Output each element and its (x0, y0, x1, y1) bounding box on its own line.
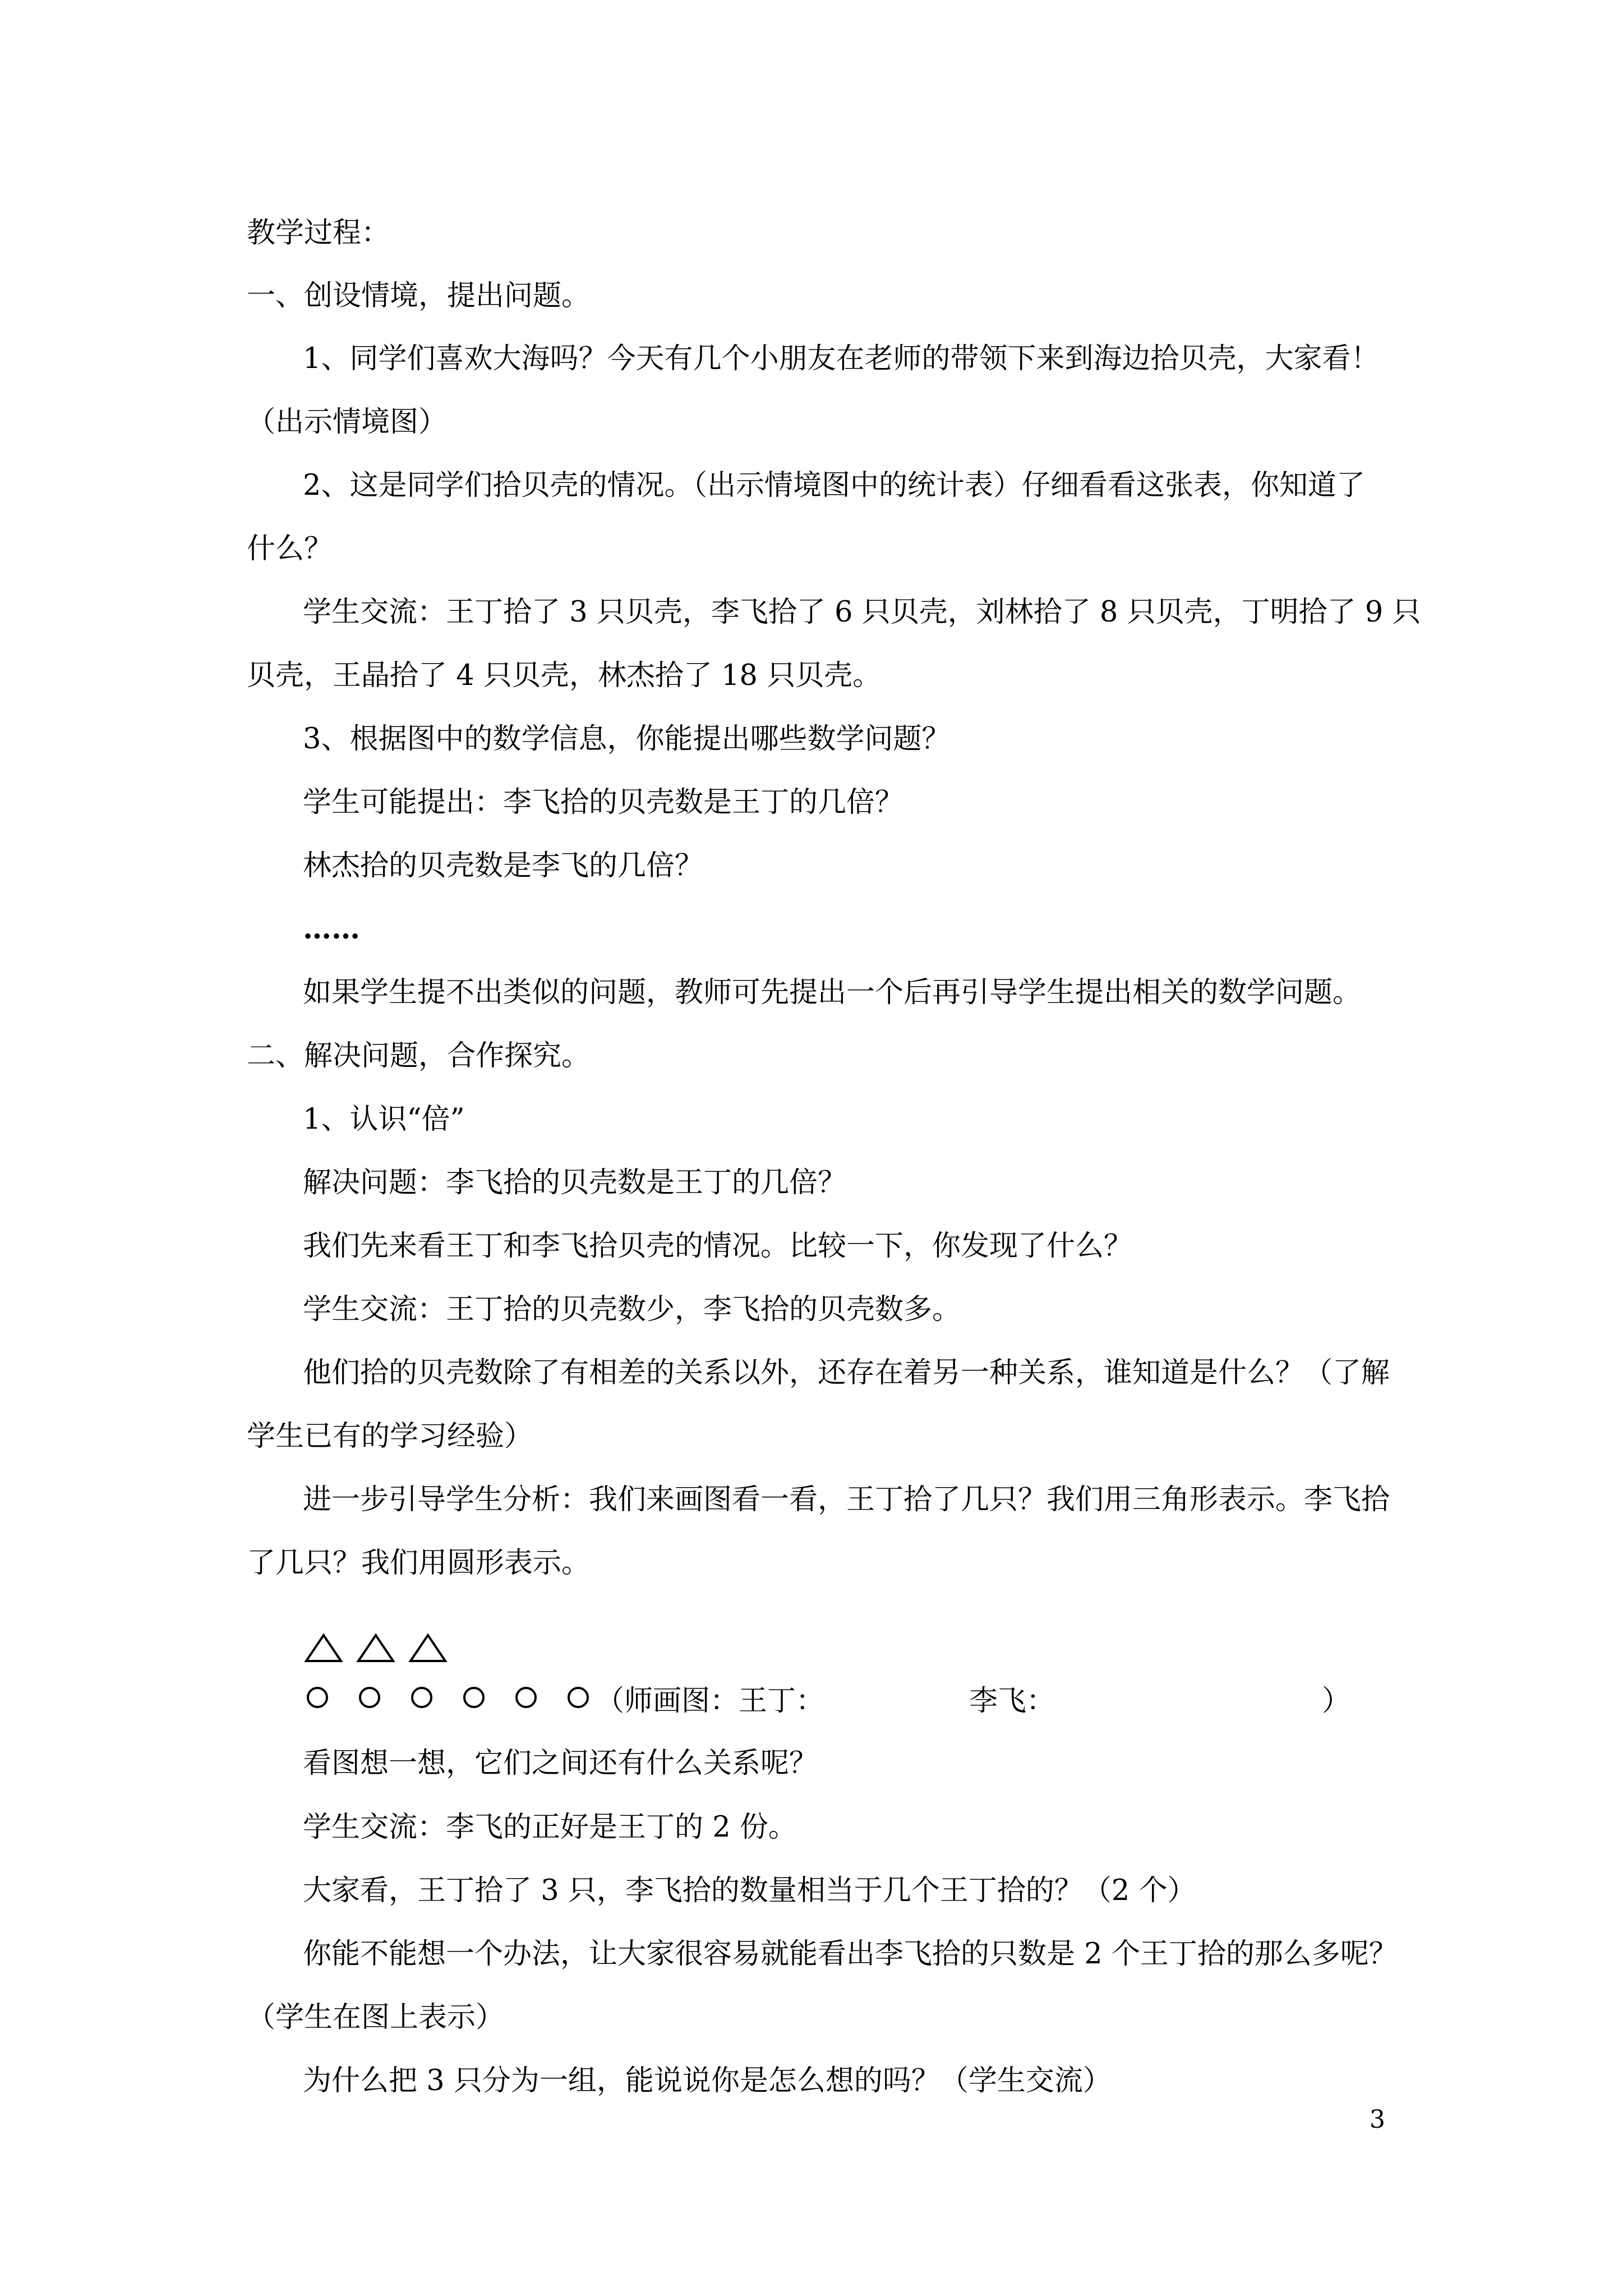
circle-shape (464, 1688, 483, 1707)
section-heading-process: 教学过程： (247, 217, 390, 250)
paragraph-line: 看图想一想，它们之间还有什么关系呢？ (303, 1747, 818, 1780)
triangles-row (306, 1635, 445, 1661)
paragraph-line: 了几只？我们用圆形表示。 (247, 1547, 591, 1580)
paragraph-line: 他们拾的贝壳数除了有相差的关系以外，还存在着另一种关系，谁知道是什么？（了解 (303, 1356, 1390, 1389)
paragraph-line: 你能不能想一个办法，让大家很容易就能看出李飞拾的只数是 2 个王丁拾的那么多呢？ (303, 1938, 1398, 1971)
paragraph-line: 大家看，王丁拾了 3 只，李飞拾的数量相当于几个王丁拾的？（2 个） (303, 1874, 1196, 1907)
circle-shape (569, 1688, 588, 1707)
paragraph-line: 贝壳，王晶拾了 4 只贝壳，林杰拾了 18 只贝壳。 (247, 659, 882, 692)
paragraph-line: 学生交流：李飞的正好是王丁的 2 份。 (303, 1811, 797, 1844)
circle-shape (517, 1688, 536, 1707)
paragraph-line: 进一步引导学生分析：我们来画图看一看，王丁拾了几只？我们用三角形表示。李飞拾 (303, 1483, 1390, 1516)
paragraph-line: 我们先来看王丁和李飞拾贝壳的情况。比较一下，你发现了什么？ (303, 1230, 1133, 1263)
circles-row (308, 1688, 588, 1707)
paragraph-line: 1、同学们喜欢大海吗？今天有几个小朋友在老师的带领下来到海边拾贝壳，大家看！ (303, 342, 1380, 375)
paragraph-line: 林杰拾的贝壳数是李飞的几倍？ (303, 849, 704, 882)
triangle-shape (411, 1635, 445, 1661)
paragraph-line: （出示情境图） (247, 406, 448, 439)
figure-caption-lifei: 李飞： (969, 1685, 1055, 1718)
paragraph-line: 学生交流：王丁拾了 3 只贝壳，李飞拾了 6 只贝壳，刘林拾了 8 只贝壳，丁明拾了 9 只 (303, 596, 1421, 629)
circle-shape (360, 1688, 379, 1707)
paragraph-line: （学生在图上表示） (247, 2001, 505, 2034)
paragraph-line: 学生可能提出：李飞拾的贝壳数是王丁的几倍？ (303, 786, 904, 819)
paragraph-line: 3、根据图中的数学信息，你能提出哪些数学问题？ (303, 723, 951, 756)
triangle-circle-figure (302, 1624, 593, 1725)
circle-shape (308, 1688, 327, 1707)
figure-caption-close: ） (1322, 1685, 1351, 1718)
paragraph-line: 为什么把 3 只分为一组，能说说你是怎么想的吗？（学生交流） (303, 2064, 1112, 2097)
section-heading-1: 一、创设情境，提出问题。 (247, 279, 591, 312)
triangle-shape (306, 1635, 341, 1661)
paragraph-line: 2、这是同学们拾贝壳的情况。（出示情境图中的统计表）仔细看看这张表，你知道了 (303, 469, 1365, 502)
ellipsis: …… (303, 912, 360, 946)
paragraph-line: 什么？ (247, 532, 333, 565)
paragraph-line: 解决问题：李飞拾的贝壳数是王丁的几倍？ (303, 1166, 847, 1199)
circle-shape (412, 1688, 431, 1707)
figure-caption-teacher: （师画图：王丁： (596, 1685, 825, 1718)
paragraph-line: 学生交流：王丁拾的贝壳数少，李飞拾的贝壳数多。 (303, 1293, 961, 1326)
figure-svg (302, 1624, 593, 1725)
page-number: 3 (1370, 2105, 1385, 2134)
paragraph-line: 学生已有的学习经验） (247, 1420, 533, 1453)
triangle-shape (358, 1635, 393, 1661)
subsection-heading: 1、认识“倍” (303, 1103, 465, 1136)
section-heading-2: 二、解决问题，合作探究。 (247, 1039, 591, 1073)
paragraph-line: 如果学生提不出类似的问题，教师可先提出一个后再引导学生提出相关的数学问题。 (303, 976, 1362, 1009)
